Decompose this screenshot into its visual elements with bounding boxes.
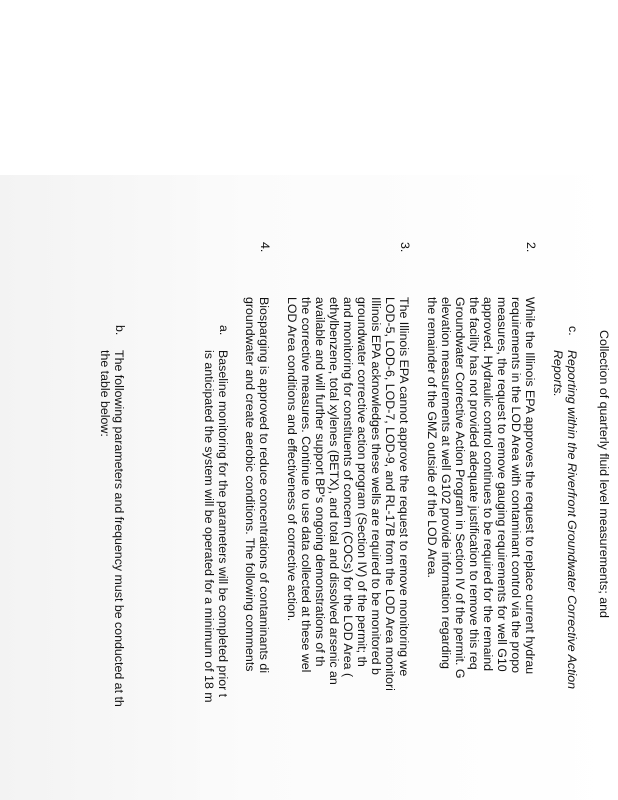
paragraph-4-line: Biosparging is approved to reduce concentrations of contaminants di — [257, 297, 271, 674]
item-4a-marker: a. — [217, 325, 231, 336]
item-b-text: Collection of quarterly fluid level measurements; and — [597, 330, 611, 618]
paragraph-2-line: approved. Hydraulic control continues to be required for the remaind — [481, 297, 495, 671]
paragraph-4-number: 4. — [258, 242, 272, 253]
item-4b-line: The following parameters and frequency must be conducted at th — [112, 350, 126, 707]
paragraph-2-line: elevation measurements at well G102 provide information regarding — [439, 297, 453, 669]
paragraph-3-line: LOD Area conditions and effectiveness of corrective action. — [285, 297, 299, 622]
paragraph-2-line: Groundwater Corrective Action Program in Section IV of the permit. G — [453, 297, 467, 679]
paragraph-3-line: ethylbenzene, total xylenes (BETX), and total and dissolved arsenic an — [327, 297, 341, 685]
paragraph-3-line: the corrective measures. Continue to use data collected at these wel — [299, 297, 313, 673]
item-4b-line: the table below: — [98, 350, 112, 437]
paragraph-2-line: the facility has not provided adequate justification to remove this req — [467, 297, 481, 670]
paragraph-3-line: and monitoring for constituents of concern (COCs) for the LOD Area ( — [341, 297, 355, 678]
paragraph-4-line: groundwater and create aerobic conditions. The following comments — [243, 297, 257, 672]
item-c-marker: c. — [566, 326, 580, 336]
item-4a-line: is anticipated the system will be operated for a minimum of 18 m — [202, 350, 216, 703]
paragraph-2-line: requirements in the LOD Area with contaminant control via the propo — [509, 297, 523, 674]
item-c-line-2: Reports. — [551, 350, 565, 397]
paragraph-3-line: LOD-5, LOD-6, LOD-7, LOD-9, and RL-17B from the LOD Area monitori — [383, 297, 397, 691]
paragraph-2-number: 2. — [524, 242, 538, 253]
paragraph-3-line: available and will further support BP's ongoing demonstrations of th — [313, 297, 327, 667]
item-4a-line: Baseline monitoring for the parameters will be completed prior t — [216, 350, 230, 698]
paragraph-3-line: groundwater corrective action program (Section IV) of the permit; th — [355, 297, 369, 667]
paragraph-2-line: While the Illinois EPA approves the request to replace current hydrau — [523, 297, 537, 675]
paragraph-3-line: The Illinois EPA cannot approve the request to remove monitoring we — [397, 297, 411, 677]
item-4b-marker: b. — [113, 325, 127, 336]
item-c-line-1: Reporting within the Riverfront Groundwater Corrective Action — [565, 350, 579, 690]
paragraph-2-line: the remainder of the GMZ outside of the LOD Area. — [425, 297, 439, 578]
paragraph-3-number: 3. — [398, 242, 412, 253]
paragraph-2-line: measures, the request to remove gauging requirements for well G10 — [495, 297, 509, 672]
paragraph-3-line: Illinois EPA acknowledges these wells are required to be monitored b — [369, 297, 383, 675]
